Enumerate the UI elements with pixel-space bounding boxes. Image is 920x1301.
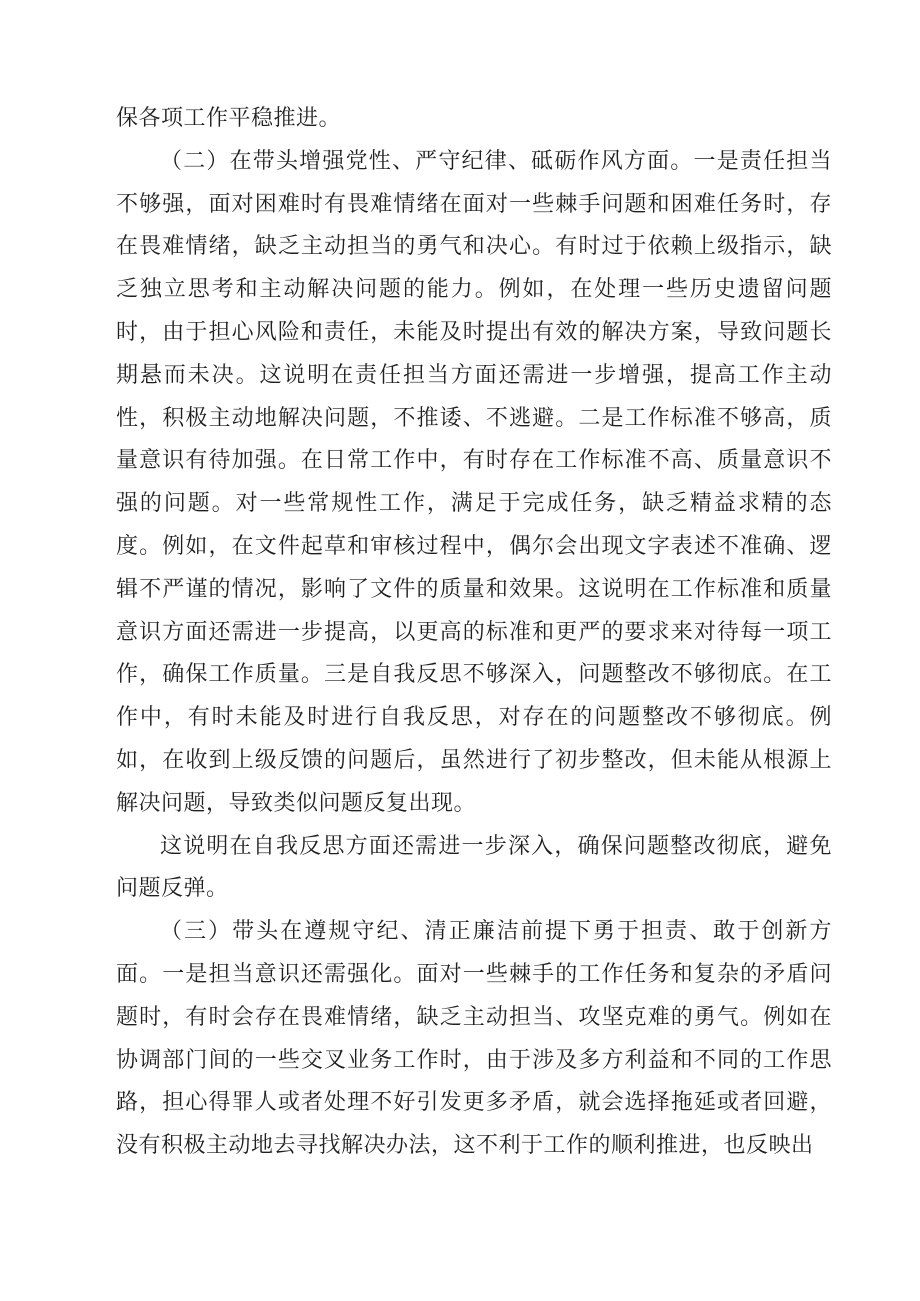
paragraph-section-two: （二）在带头增强党性、严守纪律、砥砺作风方面。一是责任担当不够强，面对困难时有畏难情绪在面对一些棘手问题和困难任务时，存在畏难情绪，缺乏主动担当的勇气和决心。有时过于依赖上级指示，缺乏独立思考和主动解决问题的能力。例如，在处理一些历史遗留问题时，由于担心风险和责任，未能及时提出有效的解决方案，导致问题长期悬而未决。这说明在责任担当方面还需进一步增强，提高工作主动性，积极主动地解决问题，不推诿、不逃避。二是工作标准不够高，质量意识有待加强。在日常工作中，有时存在工作标准不高、质量意识不强的问题。对一些常规性工作，满足于完成任务，缺乏精益求精的态度。例如，在文件起草和审核过程中，偶尔会出现文字表述不准确、逻辑不严谨的情况，影响了文件的质量和效果。这说明在工作标准和质量意识方面还需进一步提高，以更高的标准和更严的要求来对待每一项工作，确保工作质量。三是自我反思不够深入，问题整改不够彻底。在工作中，有时未能及时进行自我反思，对存在的问题整改不够彻底。例如，在收到上级反馈的问题后，虽然进行了初步整改，但未能从根源上解决问题，导致类似问题反复出现。 — [116, 148, 832, 816]
paragraph-reflection: 这说明在自我反思方面还需进一步深入，确保问题整改彻底，避免问题反弹。 — [116, 833, 832, 902]
paragraph-continuation: 保各项工作平稳推进。 — [116, 106, 342, 131]
document-body — [116, 98, 832, 1168]
paragraph-section-three: （三）带头在遵规守纪、清正廉洁前提下勇于担责、敢于创新方面。一是担当意识还需强化。面对一些棘手的工作任务和复杂的矛盾问题时，有时会存在畏难情绪，缺乏主动担当、攻坚克难的勇气。例如在协调部门间的一些交叉业务工作时，由于涉及多方利益和不同的工作思路，担心得罪人或者处理不好引发更多矛盾，就会选择拖延或者回避，没有积极主动地去寻找解决办法，这不利于工作的顺利推进，也反映出 — [116, 919, 832, 1159]
